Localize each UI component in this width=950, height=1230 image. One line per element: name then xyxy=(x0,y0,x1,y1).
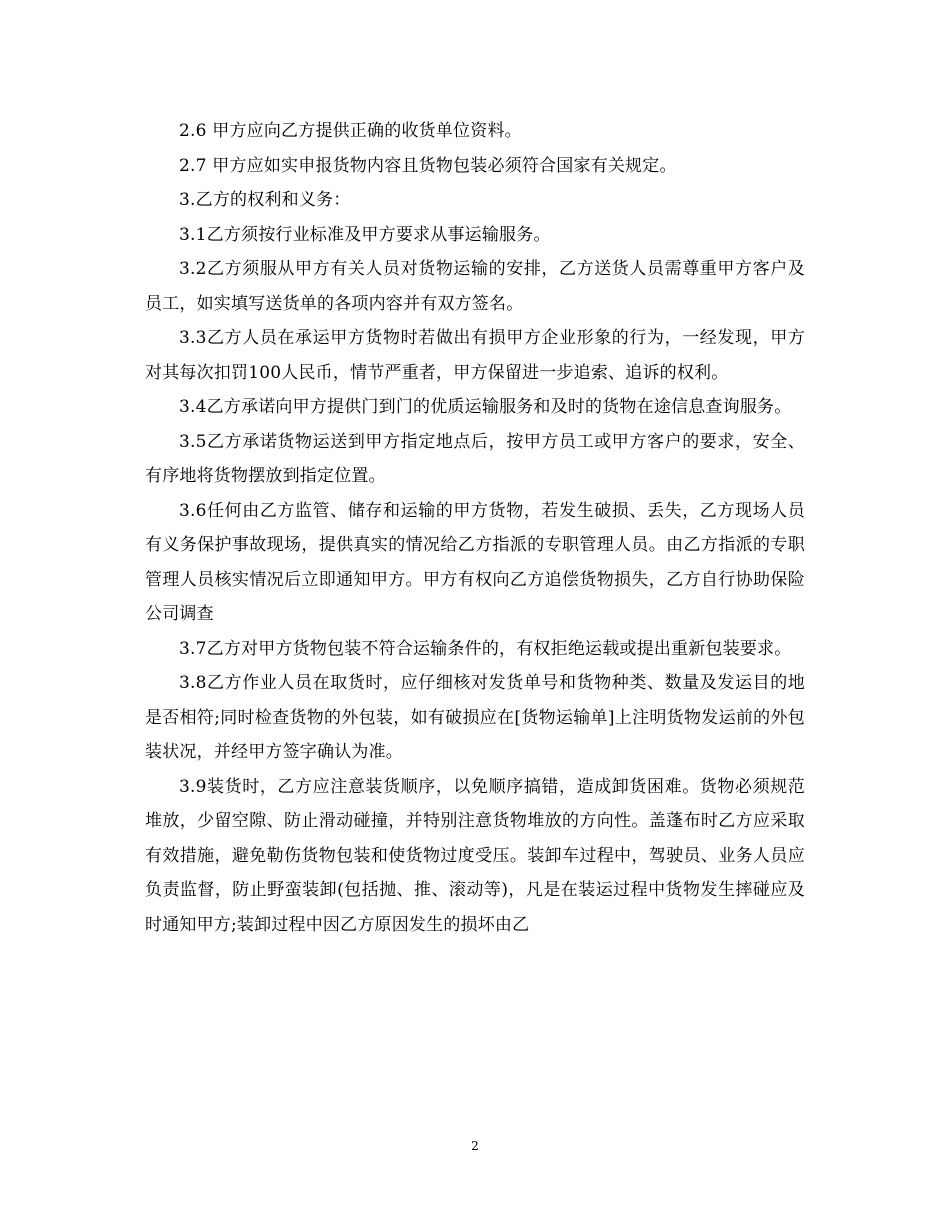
paragraph-3-5: 3.5乙方承诺货物运送到甲方指定地点后，按甲方员工或甲方客户的要求，安全、有序地将货物摆放到指定位置。 xyxy=(145,431,805,486)
paragraph-3-2: 3.2乙方须服从甲方有关人员对货物运输的安排，乙方送货人员需尊重甲方客户及员工，如实填写送货单的各项内容并有双方签名。 xyxy=(145,259,805,314)
paragraph-3-7: 3.7乙方对甲方货物包装不符合运输条件的，有权拒绝运载或提出重新包装要求。 xyxy=(179,638,792,659)
document-body xyxy=(145,114,805,942)
paragraph-3-3: 3.3乙方人员在承运甲方货物时若做出有损甲方企业形象的行为，一经发现，甲方对其每次扣罚100人民币，情节严重者，甲方保留进一步追索、追诉的权利。 xyxy=(145,328,805,383)
paragraph-3-9: 3.9装货时，乙方应注意装货顺序，以免顺序搞错，造成卸货困难。货物必须规范堆放，少留空隙、防止滑动碰撞，并特别注意货物堆放的方向性。盖蓬布时乙方应采取有效措施，避免勒伤货物包装和使货物过度受压。装卸车过程中，驾驶员、业务人员应负责监督，防止野蛮装卸(包括抛、推、滚动等)，凡是在装运过程中货物发生摔碰应及时通知甲方;装卸过程中因乙方原因发生的损坏由乙 xyxy=(145,776,805,935)
page-number: 2 xyxy=(471,1139,479,1153)
paragraph-3-1: 3.1乙方须按行业标准及甲方要求从事运输服务。 xyxy=(179,224,551,245)
paragraph-2-7: 2.7 甲方应如实申报货物内容且货物包装必须符合国家有关规定。 xyxy=(179,155,677,176)
paragraph-3-4: 3.4乙方承诺向甲方提供门到门的优质运输服务和及时的货物在途信息查询服务。 xyxy=(179,397,792,417)
paragraph-2-6: 2.6 甲方应向乙方提供正确的收货单位资料。 xyxy=(179,121,522,141)
section-heading-3: 3.乙方的权利和义务： xyxy=(179,190,351,210)
paragraph-3-6: 3.6任何由乙方监管、储存和运输的甲方货物，若发生破损、丢失，乙方现场人员有义务保护事故现场，提供真实的情况给乙方指派的专职管理人员。由乙方指派的专职管理人员核实情况后立即通知甲方。甲方有权向乙方追偿货物损失，乙方自行协助保险公司调查 xyxy=(145,500,805,624)
paragraph-3-8: 3.8乙方作业人员在取货时，应仔细核对发货单号和货物种类、数量及发运目的地是否相符;同时检查货物的外包装，如有破损应在[货物运输单]上注明货物发运前的外包装状况，并经甲方签字确认为准。 xyxy=(145,673,805,762)
